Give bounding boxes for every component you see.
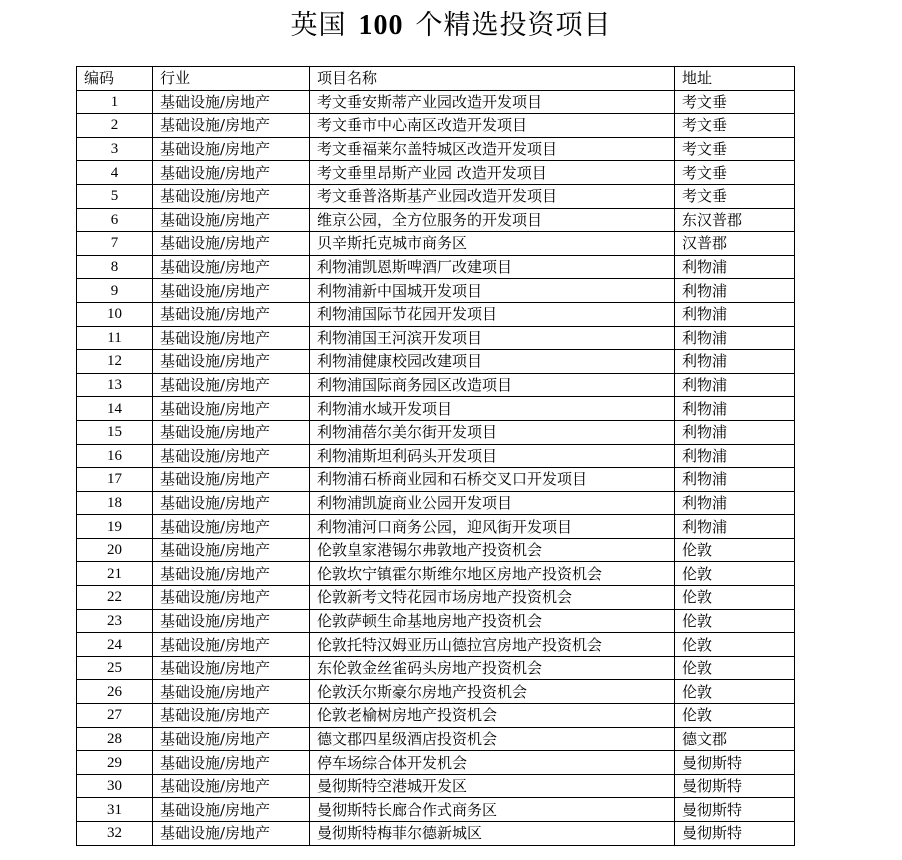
cell-address: 利物浦: [675, 279, 795, 303]
cell-code: 5: [77, 184, 153, 208]
cell-project-name: 利物浦国王河滨开发项目: [310, 326, 675, 350]
cell-industry: 基础设施/房地产: [153, 302, 310, 326]
cell-address: 伦敦: [675, 704, 795, 728]
cell-address: 汉普郡: [675, 232, 795, 256]
cell-code: 18: [77, 491, 153, 515]
table-row: [77, 704, 795, 728]
cell-industry: 基础设施/房地产: [153, 397, 310, 421]
table-row: [77, 680, 795, 704]
table-row: [77, 633, 795, 657]
table-row: [77, 727, 795, 751]
cell-project-name: 曼彻斯特空港城开发区: [310, 774, 675, 798]
cell-address: 利物浦: [675, 468, 795, 492]
cell-industry: 基础设施/房地产: [153, 114, 310, 138]
cell-industry: 基础设施/房地产: [153, 633, 310, 657]
table-row: [77, 798, 795, 822]
table-row: [77, 232, 795, 256]
cell-industry: 基础设施/房地产: [153, 491, 310, 515]
cell-code: 3: [77, 137, 153, 161]
cell-address: 利物浦: [675, 302, 795, 326]
cell-code: 11: [77, 326, 153, 350]
cell-industry: 基础设施/房地产: [153, 586, 310, 610]
cell-project-name: 利物浦健康校园改建项目: [310, 350, 675, 374]
table-row: [77, 586, 795, 610]
cell-industry: 基础设施/房地产: [153, 373, 310, 397]
table-row: [77, 255, 795, 279]
cell-project-name: 利物浦国际商务园区改造项目: [310, 373, 675, 397]
cell-industry: 基础设施/房地产: [153, 515, 310, 539]
cell-industry: 基础设施/房地产: [153, 727, 310, 751]
cell-project-name: 利物浦水域开发项目: [310, 397, 675, 421]
cell-project-name: 伦敦新考文特花园市场房地产投资机会: [310, 586, 675, 610]
table-row: [77, 326, 795, 350]
table-row: [77, 562, 795, 586]
table-row: [77, 538, 795, 562]
cell-project-name: 曼彻斯特梅菲尔德新城区: [310, 822, 675, 846]
cell-code: 23: [77, 609, 153, 633]
title-number: 100: [358, 10, 404, 41]
table-row: [77, 491, 795, 515]
cell-code: 31: [77, 798, 153, 822]
cell-industry: 基础设施/房地产: [153, 444, 310, 468]
cell-code: 30: [77, 774, 153, 798]
table-body: [77, 90, 795, 845]
cell-project-name: 伦敦沃尔斯豪尔房地产投资机会: [310, 680, 675, 704]
cell-project-name: 伦敦托特汉姆亚历山德拉宫房地产投资机会: [310, 633, 675, 657]
table-row: [77, 751, 795, 775]
cell-project-name: 东伦敦金丝雀码头房地产投资机会: [310, 656, 675, 680]
table-row: [77, 774, 795, 798]
cell-address: 曼彻斯特: [675, 774, 795, 798]
cell-project-name: 利物浦新中国城开发项目: [310, 279, 675, 303]
cell-industry: 基础设施/房地产: [153, 774, 310, 798]
cell-address: 考文垂: [675, 184, 795, 208]
table-row: [77, 420, 795, 444]
cell-code: 20: [77, 538, 153, 562]
table-row: [77, 208, 795, 232]
cell-address: 伦敦: [675, 656, 795, 680]
cell-code: 12: [77, 350, 153, 374]
cell-code: 2: [77, 114, 153, 138]
cell-project-name: 利物浦河口商务公园，迎风街开发项目: [310, 515, 675, 539]
table-row: [77, 822, 795, 846]
cell-industry: 基础设施/房地产: [153, 656, 310, 680]
table-row: [77, 90, 795, 114]
table-row: [77, 114, 795, 138]
cell-project-name: 伦敦老榆树房地产投资机会: [310, 704, 675, 728]
cell-address: 东汉普郡: [675, 208, 795, 232]
cell-address: 利物浦: [675, 373, 795, 397]
table-header-row: [77, 67, 795, 91]
cell-code: 13: [77, 373, 153, 397]
header-code: 编码: [77, 67, 153, 91]
cell-address: 利物浦: [675, 326, 795, 350]
cell-code: 15: [77, 420, 153, 444]
cell-industry: 基础设施/房地产: [153, 704, 310, 728]
project-table: [76, 66, 795, 846]
cell-code: 9: [77, 279, 153, 303]
cell-address: 利物浦: [675, 255, 795, 279]
cell-industry: 基础设施/房地产: [153, 562, 310, 586]
cell-project-name: 利物浦国际节花园开发项目: [310, 302, 675, 326]
cell-code: 17: [77, 468, 153, 492]
table-row: [77, 397, 795, 421]
cell-address: 利物浦: [675, 420, 795, 444]
cell-industry: 基础设施/房地产: [153, 798, 310, 822]
cell-industry: 基础设施/房地产: [153, 751, 310, 775]
table-row: [77, 468, 795, 492]
cell-industry: 基础设施/房地产: [153, 137, 310, 161]
cell-code: 24: [77, 633, 153, 657]
cell-industry: 基础设施/房地产: [153, 538, 310, 562]
cell-industry: 基础设施/房地产: [153, 279, 310, 303]
cell-project-name: 维京公园，全方位服务的开发项目: [310, 208, 675, 232]
cell-code: 25: [77, 656, 153, 680]
cell-address: 伦敦: [675, 609, 795, 633]
cell-code: 28: [77, 727, 153, 751]
table-row: [77, 279, 795, 303]
header-project-name: 项目名称: [310, 67, 675, 91]
cell-code: 4: [77, 161, 153, 185]
cell-industry: 基础设施/房地产: [153, 350, 310, 374]
table-row: [77, 184, 795, 208]
cell-project-name: 利物浦凯旋商业公园开发项目: [310, 491, 675, 515]
cell-address: 利物浦: [675, 515, 795, 539]
cell-project-name: 利物浦斯坦利码头开发项目: [310, 444, 675, 468]
cell-industry: 基础设施/房地产: [153, 468, 310, 492]
cell-code: 26: [77, 680, 153, 704]
cell-industry: 基础设施/房地产: [153, 420, 310, 444]
cell-address: 利物浦: [675, 350, 795, 374]
table-row: [77, 444, 795, 468]
cell-industry: 基础设施/房地产: [153, 161, 310, 185]
cell-address: 利物浦: [675, 397, 795, 421]
cell-project-name: 考文垂安斯蒂产业园改造开发项目: [310, 90, 675, 114]
cell-project-name: 德文郡四星级酒店投资机会: [310, 727, 675, 751]
cell-industry: 基础设施/房地产: [153, 255, 310, 279]
cell-code: 8: [77, 255, 153, 279]
cell-code: 21: [77, 562, 153, 586]
cell-address: 伦敦: [675, 586, 795, 610]
page-title: [0, 8, 902, 44]
cell-project-name: 伦敦皇家港锡尔弗敦地产投资机会: [310, 538, 675, 562]
cell-code: 22: [77, 586, 153, 610]
cell-project-name: 停车场综合体开发机会: [310, 751, 675, 775]
cell-code: 29: [77, 751, 153, 775]
cell-address: 曼彻斯特: [675, 751, 795, 775]
cell-address: 伦敦: [675, 562, 795, 586]
cell-industry: 基础设施/房地产: [153, 609, 310, 633]
cell-address: 曼彻斯特: [675, 798, 795, 822]
cell-project-name: 伦敦萨顿生命基地房地产投资机会: [310, 609, 675, 633]
cell-address: 伦敦: [675, 680, 795, 704]
cell-address: 伦敦: [675, 633, 795, 657]
cell-code: 1: [77, 90, 153, 114]
cell-address: 曼彻斯特: [675, 822, 795, 846]
header-address: 地址: [675, 67, 795, 91]
cell-code: 7: [77, 232, 153, 256]
cell-address: 伦敦: [675, 538, 795, 562]
cell-code: 16: [77, 444, 153, 468]
cell-address: 考文垂: [675, 137, 795, 161]
cell-code: 32: [77, 822, 153, 846]
cell-address: 利物浦: [675, 491, 795, 515]
table-row: [77, 609, 795, 633]
cell-industry: 基础设施/房地产: [153, 822, 310, 846]
cell-code: 14: [77, 397, 153, 421]
cell-code: 10: [77, 302, 153, 326]
cell-project-name: 利物浦凯恩斯啤酒厂改建项目: [310, 255, 675, 279]
cell-industry: 基础设施/房地产: [153, 90, 310, 114]
cell-industry: 基础设施/房地产: [153, 680, 310, 704]
cell-industry: 基础设施/房地产: [153, 232, 310, 256]
cell-project-name: 考文垂普洛斯基产业园改造开发项目: [310, 184, 675, 208]
cell-project-name: 伦敦坎宁镇霍尔斯维尔地区房地产投资机会: [310, 562, 675, 586]
table-row: [77, 161, 795, 185]
cell-project-name: 考文垂里昂斯产业园 改造开发项目: [310, 161, 675, 185]
cell-project-name: 贝辛斯托克城市商务区: [310, 232, 675, 256]
table-row: [77, 515, 795, 539]
cell-code: 27: [77, 704, 153, 728]
table-row: [77, 137, 795, 161]
cell-address: 德文郡: [675, 727, 795, 751]
cell-industry: 基础设施/房地产: [153, 184, 310, 208]
cell-address: 考文垂: [675, 114, 795, 138]
title-prefix: 英国: [290, 10, 347, 41]
cell-project-name: 曼彻斯特长廊合作式商务区: [310, 798, 675, 822]
table-row: [77, 350, 795, 374]
cell-industry: 基础设施/房地产: [153, 208, 310, 232]
cell-code: 19: [77, 515, 153, 539]
table-row: [77, 302, 795, 326]
table-row: [77, 656, 795, 680]
cell-project-name: 利物浦蓓尔美尔街开发项目: [310, 420, 675, 444]
title-suffix: 个精选投资项目: [415, 10, 612, 41]
cell-project-name: 考文垂福莱尔盖特城区改造开发项目: [310, 137, 675, 161]
cell-address: 利物浦: [675, 444, 795, 468]
cell-project-name: 考文垂市中心南区改造开发项目: [310, 114, 675, 138]
cell-code: 6: [77, 208, 153, 232]
cell-address: 考文垂: [675, 90, 795, 114]
cell-project-name: 利物浦石桥商业园和石桥交叉口开发项目: [310, 468, 675, 492]
cell-industry: 基础设施/房地产: [153, 326, 310, 350]
cell-address: 考文垂: [675, 161, 795, 185]
table-row: [77, 373, 795, 397]
header-industry: 行业: [153, 67, 310, 91]
